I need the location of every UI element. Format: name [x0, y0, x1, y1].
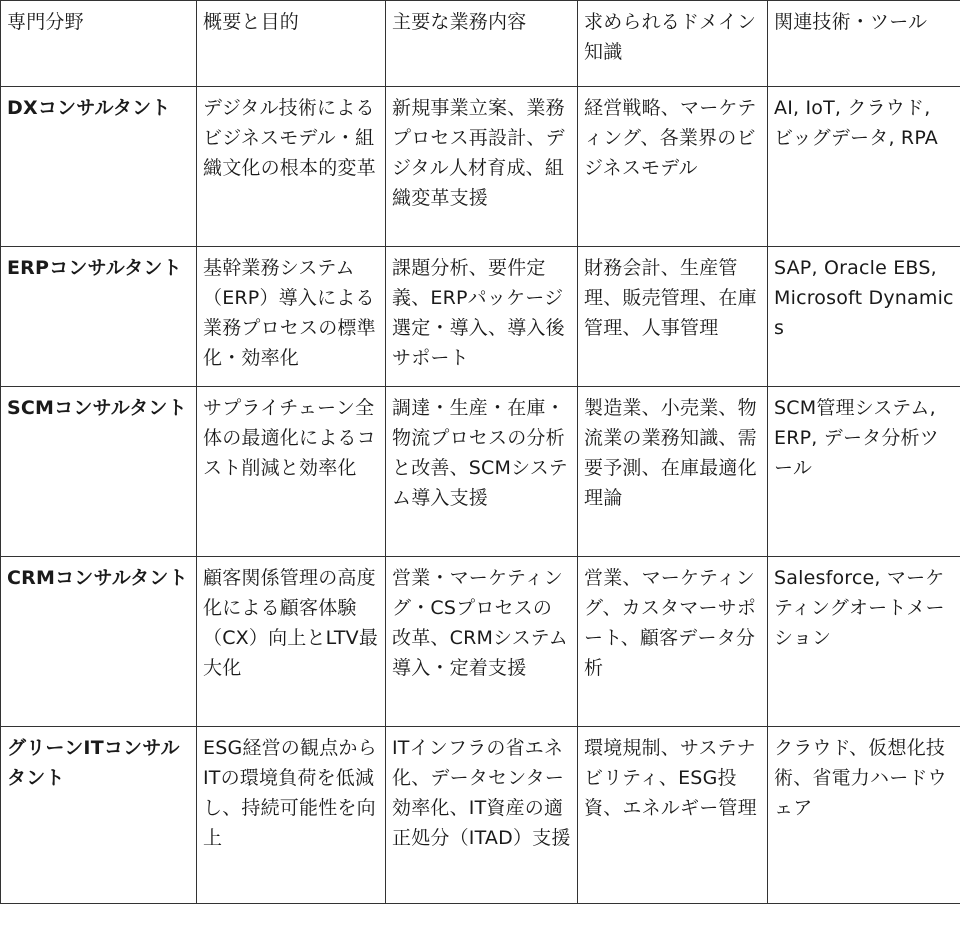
tasks-cell: 新規事業立案、業務プロセス再設計、デジタル人材育成、組織変革支援	[386, 87, 578, 247]
knowledge-cell: 営業、マーケティング、カスタマーサポート、顧客データ分析	[578, 557, 768, 727]
knowledge-cell: 製造業、小売業、物流業の業務知識、需要予測、在庫最適化理論	[578, 387, 768, 557]
summary-cell: 基幹業務システム（ERP）導入による業務プロセスの標準化・効率化	[197, 247, 386, 387]
header-tasks: 主要な業務内容	[386, 1, 578, 87]
header-tools: 関連技術・ツール	[768, 1, 960, 87]
field-cell: DXコンサルタント	[1, 87, 197, 247]
knowledge-cell: 財務会計、生産管理、販売管理、在庫管理、人事管理	[578, 247, 768, 387]
table-row	[1, 87, 960, 247]
field-cell: CRMコンサルタント	[1, 557, 197, 727]
tools-cell: Salesforce, マーケティングオートメーション	[768, 557, 960, 727]
tasks-cell: 営業・マーケティング・CSプロセスの改革、CRMシステム導入・定着支援	[386, 557, 578, 727]
tools-cell: SAP, Oracle EBS, Microsoft Dynamics	[768, 247, 960, 387]
knowledge-cell: 環境規制、サステナビリティ、ESG投資、エネルギー管理	[578, 727, 768, 904]
header-knowledge: 求められるドメイン知識	[578, 1, 768, 87]
field-cell: ERPコンサルタント	[1, 247, 197, 387]
table-row	[1, 247, 960, 387]
tasks-cell: ITインフラの省エネ化、データセンター効率化、IT資産の適正処分（ITAD）支援	[386, 727, 578, 904]
table-header-row	[1, 1, 960, 87]
knowledge-cell: 経営戦略、マーケティング、各業界のビジネスモデル	[578, 87, 768, 247]
tasks-cell: 調達・生産・在庫・物流プロセスの分析と改善、SCMシステム導入支援	[386, 387, 578, 557]
field-cell: SCMコンサルタント	[1, 387, 197, 557]
tools-cell: SCM管理システム, ERP, データ分析ツール	[768, 387, 960, 557]
header-field: 専門分野	[1, 1, 197, 87]
summary-cell: 顧客関係管理の高度化による顧客体験（CX）向上とLTV最大化	[197, 557, 386, 727]
field-cell: グリーンITコンサルタント	[1, 727, 197, 904]
table-row	[1, 557, 960, 727]
summary-cell: デジタル技術によるビジネスモデル・組織文化の根本的変革	[197, 87, 386, 247]
table-row	[1, 727, 960, 904]
summary-cell: ESG経営の観点からITの環境負荷を低減し、持続可能性を向上	[197, 727, 386, 904]
tasks-cell: 課題分析、要件定義、ERPパッケージ選定・導入、導入後サポート	[386, 247, 578, 387]
table-row	[1, 387, 960, 557]
tools-cell: AI, IoT, クラウド, ビッグデータ, RPA	[768, 87, 960, 247]
summary-cell: サプライチェーン全体の最適化によるコスト削減と効率化	[197, 387, 386, 557]
header-summary: 概要と目的	[197, 1, 386, 87]
tools-cell: クラウド、仮想化技術、省電力ハードウェア	[768, 727, 960, 904]
